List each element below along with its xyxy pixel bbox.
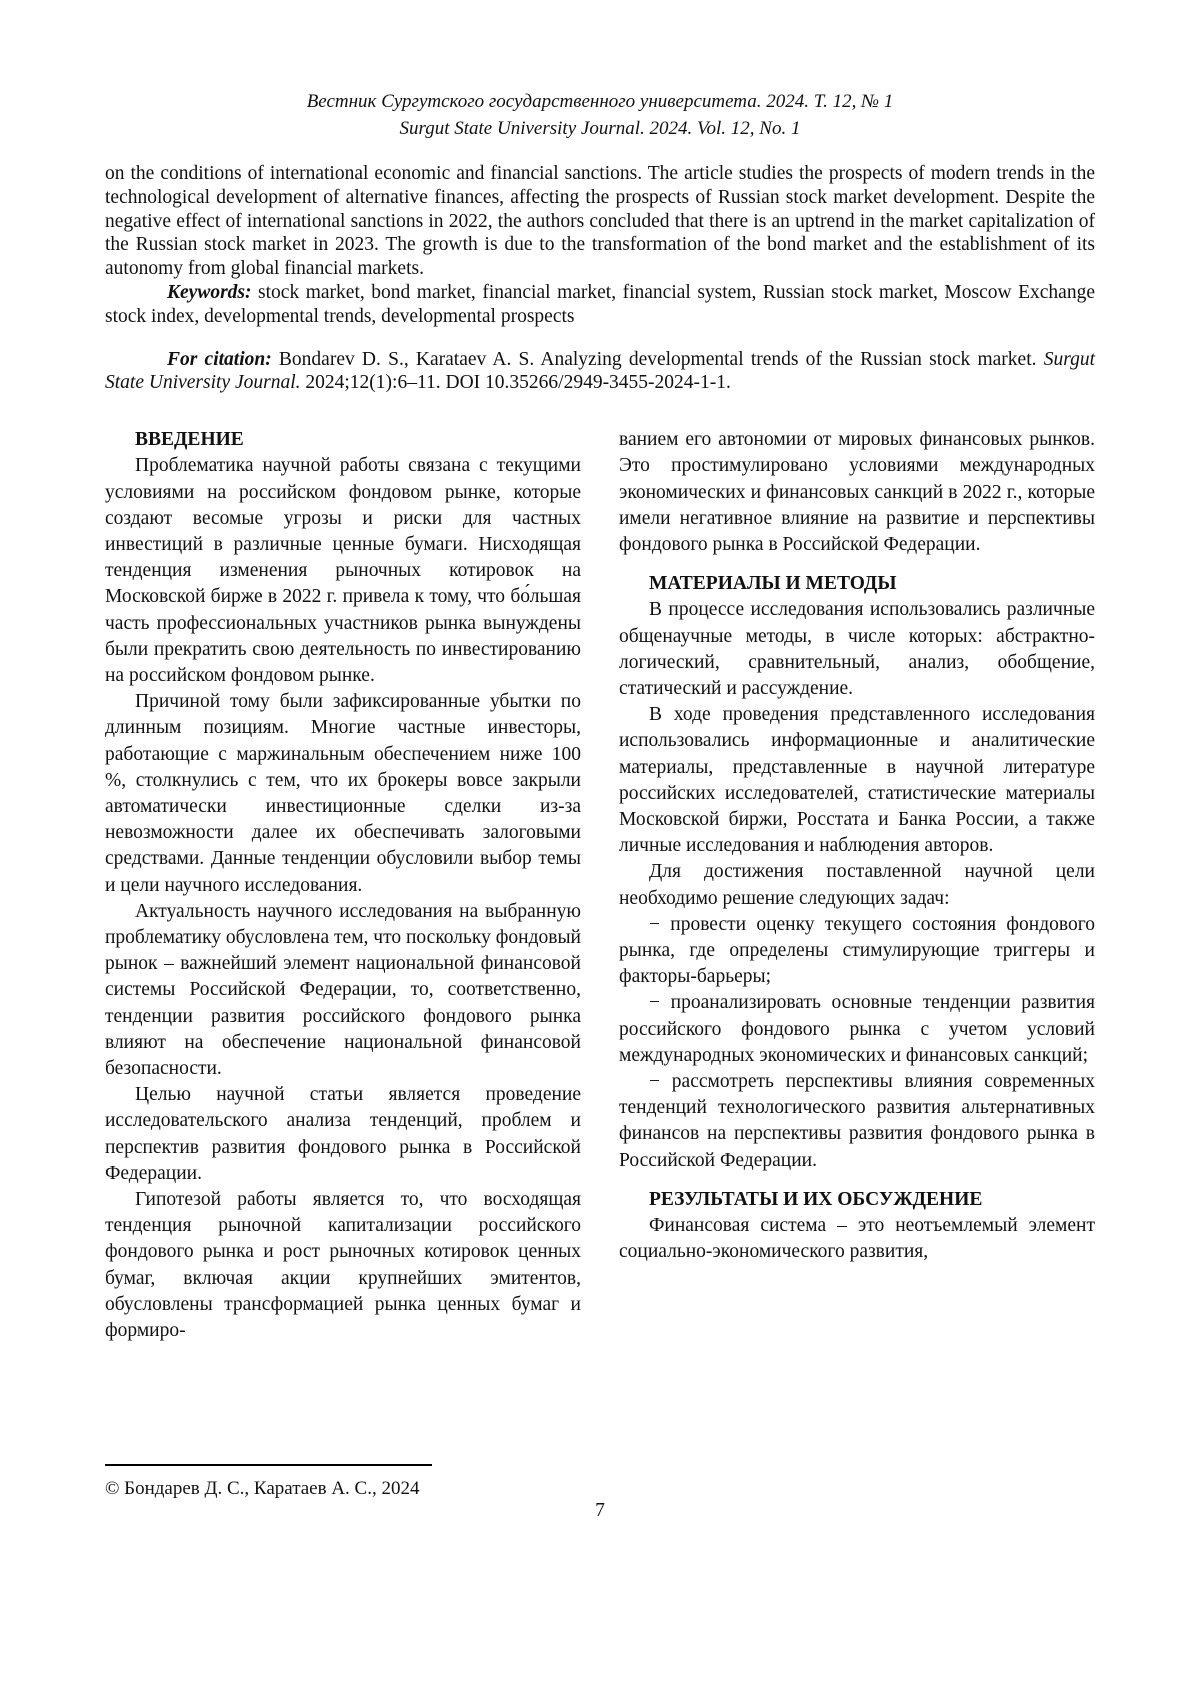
list-item-task: − провести оценку текущего состояния фондового рынка, где определены стимулирующие триггеры и факторы-барьеры; (619, 913, 1095, 988)
copyright-notice: © Бондарев Д. С., Каратаев А. С., 2024 (105, 1478, 420, 1499)
paragraph: Целью научной статьи является проведение исследовательского анализа тенденций, проблем и перспектив развития фондового рынка в Российской Федерации. (105, 1084, 581, 1184)
citation-section (105, 348, 1095, 396)
paragraph: Гипотезой работы является то, что восходящая тенденция рыночной капитализации российского фондового рынка и рост рыночных котировок ценных бумаг, включая акции крупнейших эмитентов, обусловлены трансформацией рынка ценных бумаг и формиро- (105, 1189, 581, 1342)
page-number: 7 (595, 1500, 605, 1521)
list-item-task: − проанализировать основные тенденции развития российского фондового рынка с учетом условий международных экономических и финансовых санкций; (619, 992, 1095, 1066)
list-item-task: − рассмотреть перспективы влияния современных тенденций технологического развития альтернативных финансов на перспективы развития фондового рынка в Российской Федерации. (619, 1071, 1095, 1171)
citation-journal-italic: Surgut State University Journal. (105, 348, 1095, 394)
paragraph: В процессе исследования использовались различные общенаучные методы, в числе которых: абстрактно-логический, сравнительный, анализ, обобщение, статический и рассуждение. (619, 599, 1095, 699)
keywords-label: Keywords: (167, 281, 252, 303)
journal-title-en: Surgut State University Journal. 2024. Vol. 12, No. 1 (399, 118, 801, 139)
paragraph-continuation: ванием его автономии от мировых финансовых рынков. Это простимулировано условиями международных экономических и финансовых санкций в 2022 г., которые имели негативное влияние на развитие и перспективы фондового рынка в Российской Федерации. (619, 429, 1095, 555)
paragraph: Актуальность научного исследования на выбранную проблематику обусловлена тем, что поскольку фондовый рынок – важнейший элемент национальной финансовой системы Российской Федерации, то, соответственно, тенденции развития российского фондового рынка влияют на обеспечение национальной финансовой безопасности. (105, 900, 581, 1080)
keywords-text: stock market, bond market, financial market, financial system, Russian stock market, Moscow Exchange stock index, developmental trends, developmental prospects (105, 281, 1095, 327)
abstract-section (105, 162, 1095, 329)
heading-introduction: ВВЕДЕНИЕ (135, 429, 244, 451)
citation-label: For citation: (167, 348, 272, 370)
paragraph: Проблематика научной работы связана с текущими условиями на российском фондовом рынке, которые создают весомые угрозы и риски для частных инвестиций в различные ценные бумаги. Нисходящая тенденция изменения рыночных котировок на Московской бирже в 2022 г. привела к тому, что бо́льшая часть профессиональных участников рынка вынуждены были прекратить свою деятельность по инвестированию на российском фондовом рынке. (105, 455, 581, 686)
abstract-continuation-text: on the conditions of international economic and financial sanctions. The article studies the prospects of modern trends in the technological development of alternative finances, affecting the prospects of Russian stock market development. Despite the negative effect of international sanctions in 2022, the authors concluded that there is an uptrend in the market capitalization of the Russian stock market in 2023. The growth is due to the transformation of the bond market and the establishment of its autonomy from global financial markets. (105, 163, 1095, 280)
left-column (105, 427, 581, 1344)
two-column-body (105, 427, 1095, 1344)
heading-results-discussion: РЕЗУЛЬТАТЫ И ИХ ОБСУЖДЕНИЕ (649, 1188, 983, 1210)
right-column (619, 427, 1095, 1344)
paragraph: В ходе проведения представленного исследования использовались информационные и аналитические материалы, представленные в научной литературе российских исследователей, статистические материалы Московской биржи, Росстата и Банка России, а также личные исследования и наблюдения авторов. (619, 704, 1095, 857)
heading-materials-methods: МАТЕРИАЛЫ И МЕТОДЫ (649, 573, 897, 595)
running-head (105, 88, 1095, 142)
paragraph: Для достижения поставленной научной цели необходимо решение следующих задач: (619, 861, 1095, 909)
citation-line (105, 348, 1095, 396)
journal-title-ru: Вестник Сургутского государственного университета. 2024. Т. 12, № 1 (306, 91, 894, 112)
paragraph: Финансовая система – это неотъемлемый элемент социально-экономического развития, (619, 1215, 1095, 1263)
keywords-line (105, 281, 1095, 329)
citation-authors-title: Bondarev D. S., Karataev A. S. Analyzing developmental trends of the Russian stock market. (278, 348, 1037, 370)
citation-volume-doi: 2024;12(1):6–11. DOI 10.35266/2949-3455-2024-1-1. (305, 372, 731, 394)
paragraph: Причиной тому были зафиксированные убытки по длинным позициям. Многие частные инвесторы, работающие с маржинальным обеспечением ниже 100 %, столкнулись с тем, что их брокеры вовсе закрыли автоматически инвестиционные сделки из-за невозможности далее их обеспечивать залоговыми средствами. Данные тенденции обусловили выбор темы и цели научного исследования. (105, 691, 581, 896)
footnote-rule (105, 1464, 432, 1466)
